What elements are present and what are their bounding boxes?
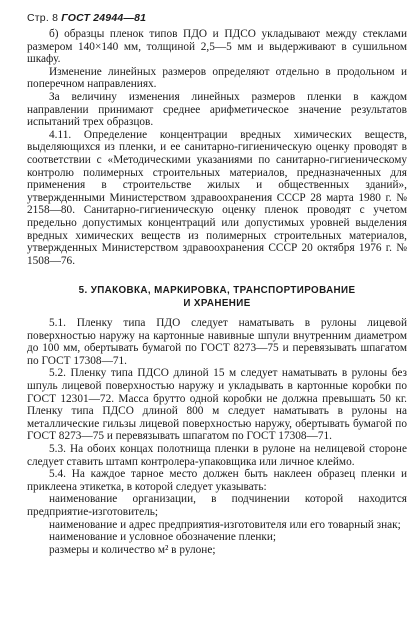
paragraph-5-2: 5.2. Пленку типа ПДСО длиной 15 м следует наматывать в рулоны без шпуль лицевой поверхностью наружу и укладывать в картонные коробки по ГОСТ 12301—72. Масса брутто одной коробки не должна превышать 50 кг. Пленку типа ПДСО длиной 800 м следует наматывать в рулоны на металлические гильзы лицевой поверхностью наружу, обертывать бумагой по ГОСТ 8273—75 и перевязывать шпагатом по ГОСТ 17308—71. [27,367,407,443]
paragraph-5-3: 5.3. На обоих концах полотнища пленки в рулоне на нелицевой стороне следует ставить штамп контролера-упаковщика или личное клеймо. [27,443,407,468]
paragraph-5-1: 5.1. Пленку типа ПДО следует наматывать в рулоны лицевой поверхностью наружу на картонные навивные шпули внутренним диаметром до 100 мм, обертывать бумагой по ГОСТ 8273—75 и перевязывать шпагатом по ГОСТ 17308—71. [27,317,407,367]
list-item-dimensions: размеры и количество м² в рулоне; [49,543,216,556]
list-item-manufacturer: наименование и адрес предприятия-изготовителя или его товарный знак; [49,518,401,531]
page-number: Стр. 8 [27,12,59,24]
list-item-film-name: наименование и условное обозначение пленки; [49,531,277,544]
paragraph-linear-change: Изменение линейных размеров определяют отдельно в продольном и поперечном направлениях. [27,65,407,91]
paragraph-b: б) образцы пленок типов ПДО и ПДСО укладывают между стеклами размером 140×140 мм, толщиной 2,5—5 мм и выдерживают в сушильном шкафу. [27,28,407,66]
section-title-line2: И ХРАНЕНИЕ [183,297,251,309]
section-title-line1: 5. УПАКОВКА, МАРКИРОВКА, ТРАНСПОРТИРОВАНИЕ [78,285,356,297]
section-title [27,285,407,310]
page-header [27,12,407,24]
paragraph-5-4: 5.4. На каждое тарное место должен быть наклеен образец пленки и приклеена этикетка, в которой следует указывать: [27,468,407,493]
paragraph-average: За величину изменения линейных размеров пленки в каждом направлении принимают среднее арифметическое значение результатов испытаний трех образцов. [27,90,407,129]
standard-code: ГОСТ 24944—81 [61,12,147,24]
list-item-organization: наименование организации, в подчинении которой находится предприятие-изготовитель; [27,493,407,518]
paragraph-4-11: 4.11. Определение концентрации вредных химических веществ, выделяющихся из пленки, и ее санитарно-гигиеническую оценку проводят в соответствии с «Методическими указаниями по санитарно-гигиеническому контролю полимерных строительных материалов, предназначенных для применения в строительстве жилых и общественных зданий», утвержденными Министерством здравоохранения СССР 28 марта 1980 г. № 2158—80. Санитарно-гигиеническую оценку пленок проводят с учетом предельно допустимых концентраций или допустимых уровней выделения вредных химических веществ из полимерных строительных материалов, утвержденных Министерством здравоохранения СССР 20 октября 1976 г. № 1508—76. [27,128,407,267]
